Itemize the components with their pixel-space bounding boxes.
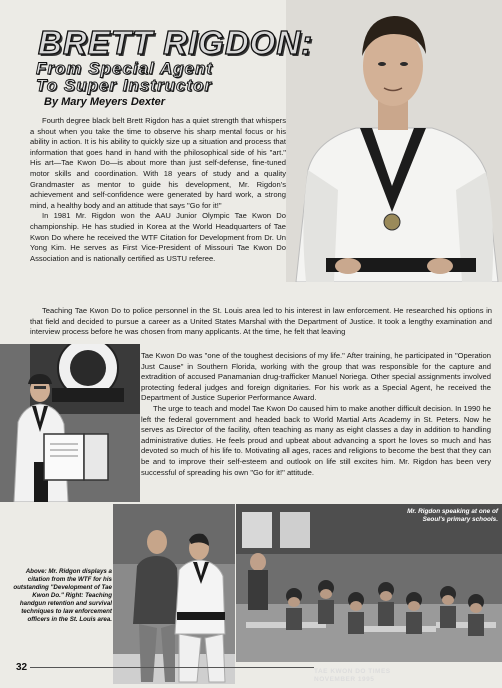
paragraph-3-continued: Tae Kwon Do was "one of the toughest decisions of my life." After training, he participated in "Operation Just Cause" in Southern Florida, working with the group that was responsible for the capture and extradition of accused Panamanian drug-trafficker Manuel Noriega. Other special assignments involved protecting federal judges and foreign dignitaries. For his work as a Special Agent, he received the Department of Justice Superior Performance Award.	[141, 351, 491, 403]
article-title: BRETT RIGDON:	[38, 24, 314, 61]
paragraph-2: In 1981 Mr. Rigdon won the AAU Junior Olympic Tae Kwon Do championship. He has studied in Korea at the World Headquarters of Tae Kwon Do where he received the WTF Citation for Development from Dr. Un Yong Kim. He serves as First Vice-President of Missouri Tae Kwon Do Association and is nationally certified as USTU referee.	[30, 211, 286, 263]
byline: By Mary Meyers Dexter	[44, 96, 166, 108]
citation-photo	[0, 344, 140, 502]
caption-classroom: Mr. Rigdon speaking at one of Seoul's primary schools.	[407, 508, 498, 523]
classroom-photo	[236, 504, 502, 662]
footer-rule	[30, 667, 314, 668]
body-column-top	[30, 116, 286, 264]
paragraph-4: The urge to teach and model Tae Kwon Do caused him to make another difficult decision. In 1990 he left the federal government and headed back to World Martial Arts Academy in St. Peters. Now he serves as Director of the facility, often teaching as many as eight classes a day in addition to handling administrative duties. He feels proud and upbeat about advancing a sport he loves so much and has devoted so much of his life to. Motivating all ages, races and religions to become the best that they can be and to improve their self-esteem and outlook on life still excites him. Mr. Rigdon has been very successful of spreading his own "Go for it!" attitude.	[141, 403, 491, 477]
body-column-full	[30, 306, 492, 338]
training-photo	[113, 504, 235, 684]
page-number: 32	[16, 662, 28, 673]
subtitle-line-2: To Super Instructor	[36, 76, 213, 95]
caption-citation-training: Above: Mr. Ridgon displays a citation from the WTF for his outstanding "Development of Tae Kwon Do." Right: Teaching handgun retention and survival techniques to law enforcement officers in the St. Louis area.	[13, 568, 112, 623]
subtitle-line-1: From Special Agent	[36, 59, 214, 78]
body-column-right	[141, 351, 491, 478]
issue-date: NOVEMBER 1995	[314, 676, 375, 683]
paragraph-3: Teaching Tae Kwon Do to police personnel in the St. Louis area led to his interest in law enforcement. He researched his options in that field and decided to pursue a career as a United States Marshal with the Department of Justice. It took a lengthy examination and interview process before he was chosen from many applicants. At the time, he felt that leaving	[30, 306, 492, 337]
magazine-name: TAE KWON DO TIMES	[314, 668, 391, 675]
paragraph-1: Fourth degree black belt Brett Rigdon has a quiet strength that whispers a shout when you take the time to observe his sharp mental focus or his ability in action. It is his ability to quickly size up a situation and process that information that goes hand in hand with the philosophical side of his "art." His art—Tae Kwon Do—is about more than just self-defense, fine-tuned motor skills and coordination. With 18 years of study and a quality Grandmaster as mentor to guide his development, Mr. Rigdon's achievement and self-confidence were generated by hard work, a strong mind, a healthy body and an attitude that says "Go for it!"	[30, 116, 286, 210]
article-subtitle	[36, 60, 336, 94]
